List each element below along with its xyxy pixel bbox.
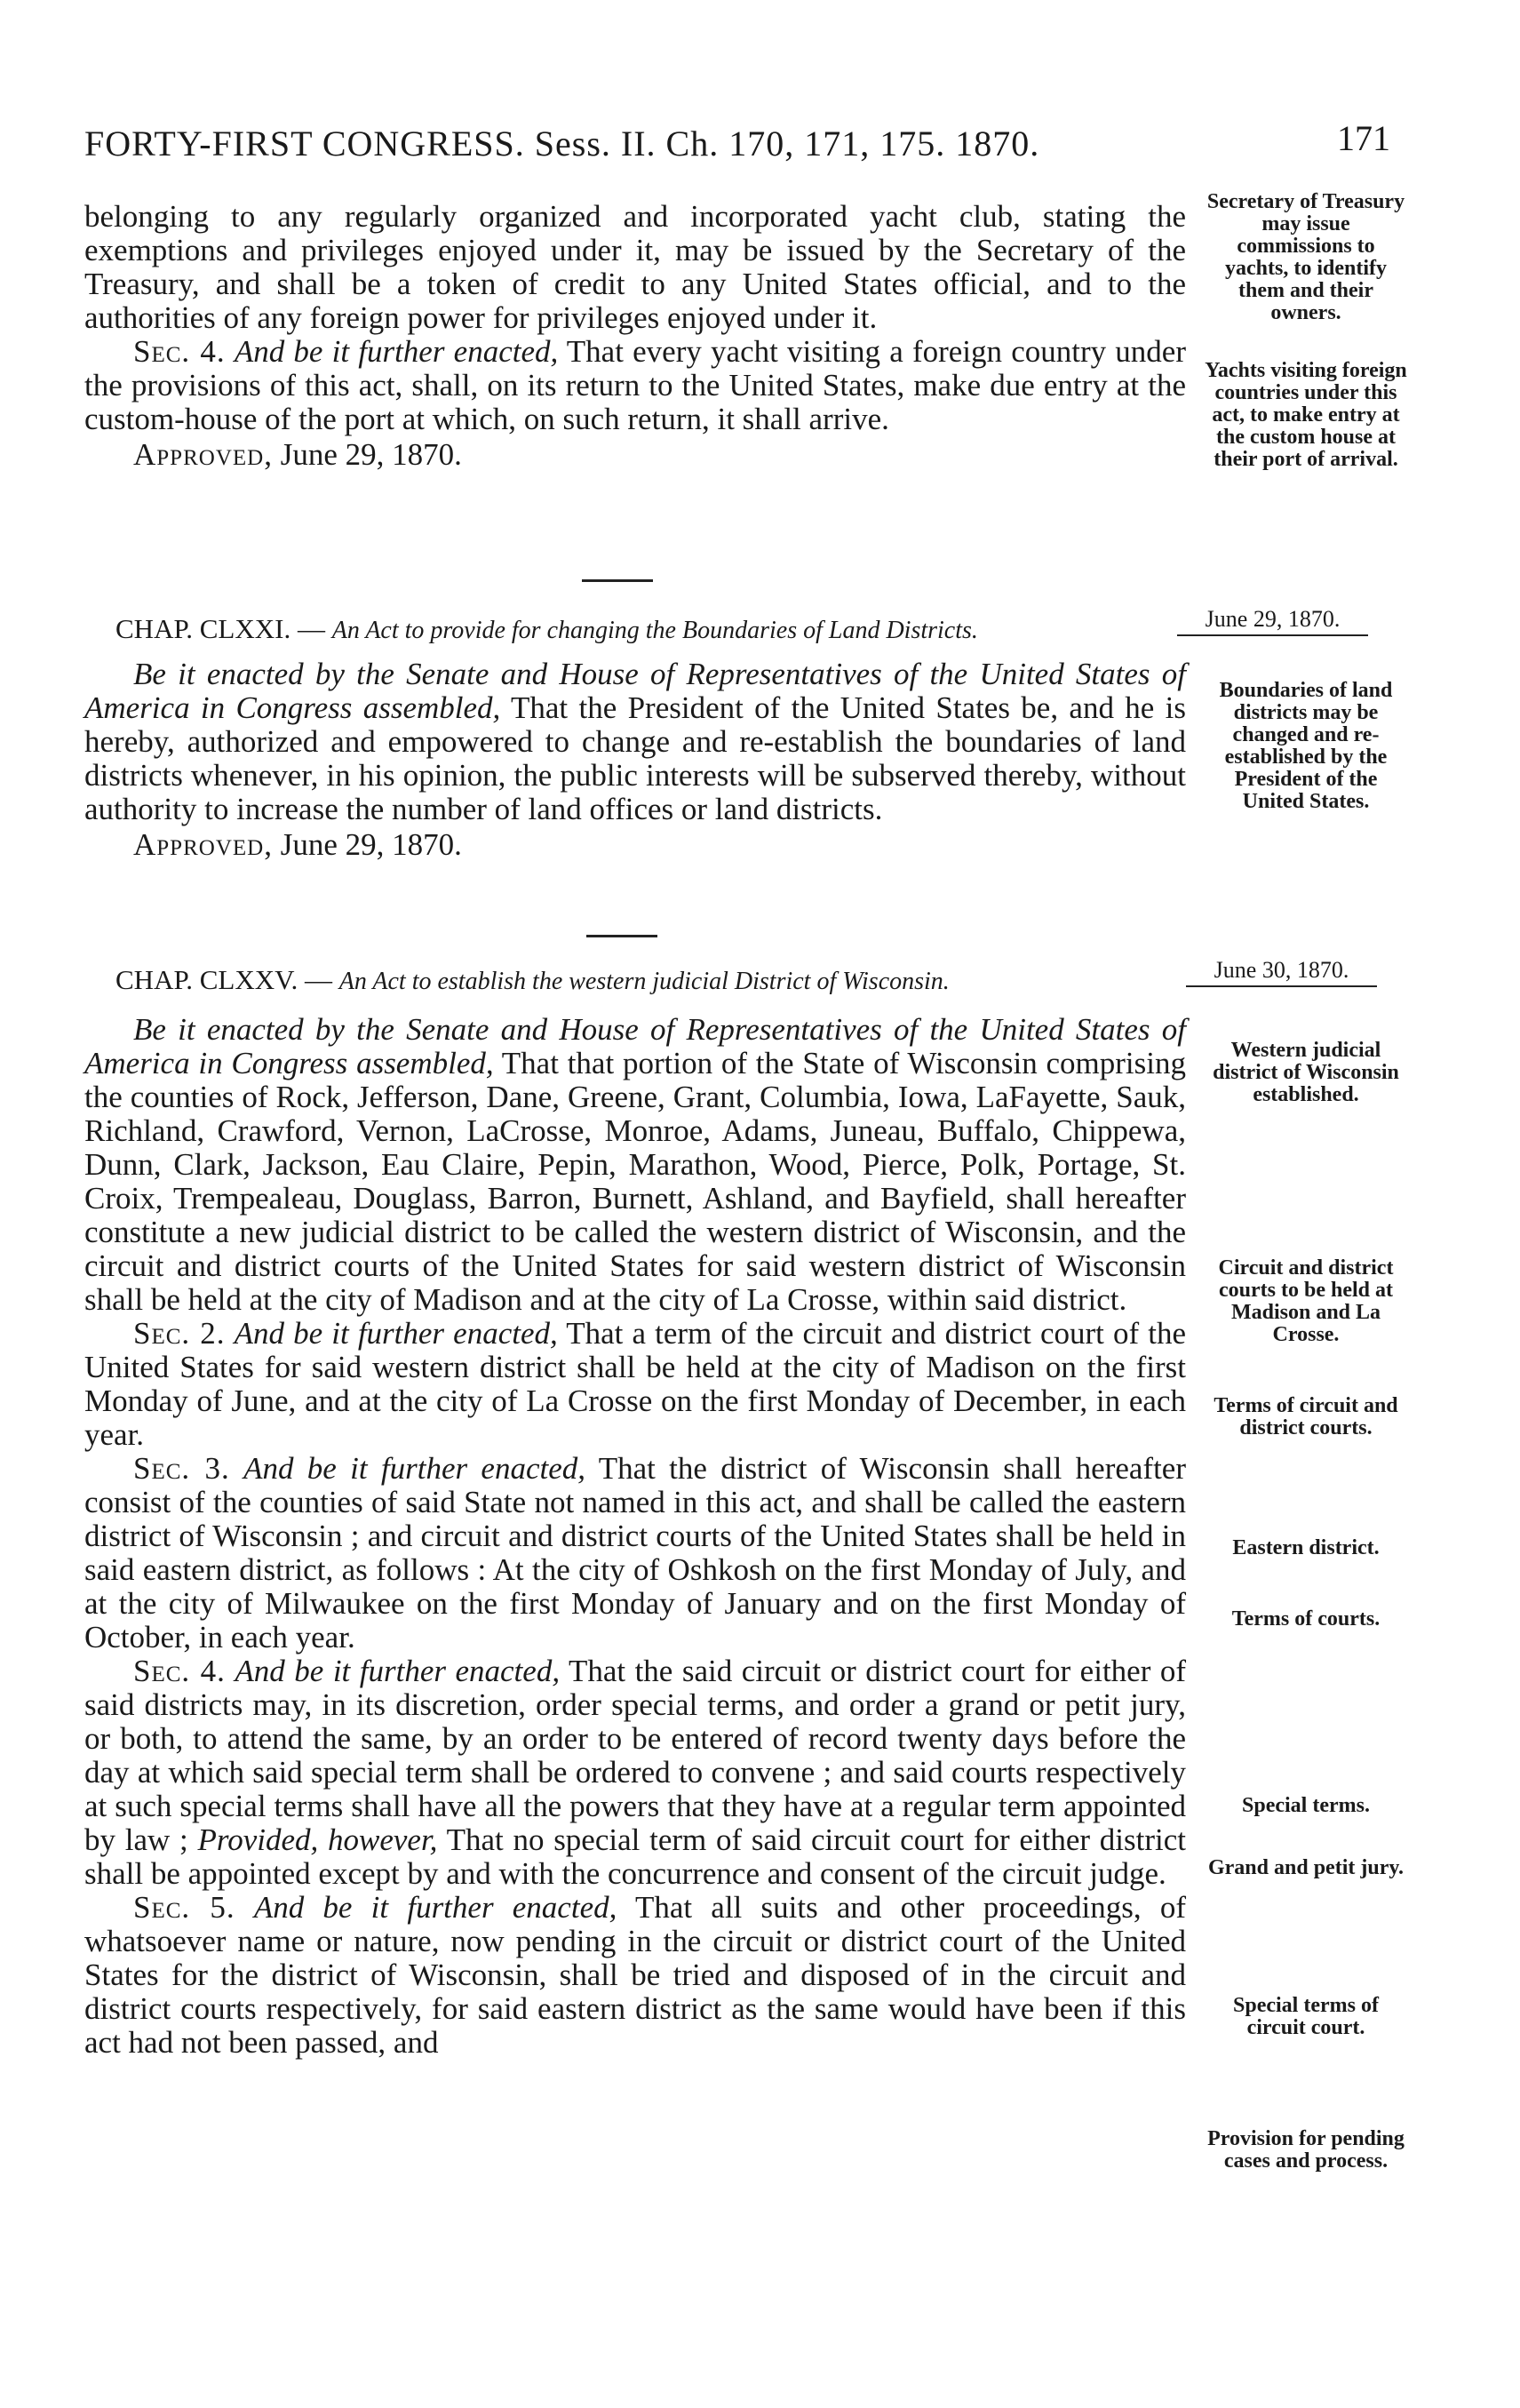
ch175-sec3-text: That the district of Wisconsin shall hereafter consist of the counties of said State not named in this act, and shall be called the eastern district of Wisconsin ; and circuit and district courts of the United States shall be held in said eastern district, as follows : At the city of Oshkosh on the first Monday of July, and at the city of Milwaukee on the first Monday of January and on the first Monday of October, in each year. <box>84 1451 1187 1655</box>
ch170-sec4-text: That every yacht visiting a foreign country under the provisions of this act, shall, on its return to the United States, make due entry at the custom-house of the port at which, on such return, it shall arrive. <box>84 334 1186 436</box>
margin-note-treasury: Secretary of Treasury may issue commissions to yachts, to identify them and their owners. <box>1206 190 1405 324</box>
ch175-sec2-enacting: And be it further enacted, <box>234 1316 558 1351</box>
ch175-sec4-label: Sec. 4. <box>133 1654 226 1688</box>
ch175-sec5-text: That all suits and other proceedings, of whatsoever name or nature, now pending in the circuit or district court of the United States for the district of Wisconsin, shall be tried and disposed of in the circuit and district courts respectively, for said eastern district as the same would have been if this act had not been passed, and <box>84 1890 1186 2060</box>
page-number: 171 <box>1337 118 1390 158</box>
ch175-sec4-text-a: That the said circuit or district court for either of said districts may, in its discretion, order special terms, and order a grand or petit jury, or both, to attend the same, by an order to be entered of record twenty days before the day at which said special term shall be ordered to convene ; and said courts respectively at such special terms shall have all the powers that they have at a regular term appointed by law ; <box>84 1654 1187 1857</box>
ch171-heading <box>115 613 978 645</box>
ch171-chap-label: CHAP. CLXXI. — <box>115 613 325 644</box>
ch170-section-4 <box>84 335 1186 436</box>
ch175-sec5-label: Sec. 5. <box>133 1890 235 1925</box>
ch170-approved-date: June 29, 1870. <box>280 437 462 472</box>
margin-note-terms: Terms of circuit and district courts. <box>1214 1394 1398 1439</box>
margin-note-western: Western judicial district of Wisconsin established. <box>1213 1039 1399 1106</box>
ch171-approved-date: June 29, 1870. <box>280 827 462 862</box>
margin-note-yachts: Yachts visiting foreign countries under this act, to make entry at the custom house at their port of arrival. <box>1205 359 1407 471</box>
ch175-sec4-enacting: And be it further enacted, <box>235 1654 561 1688</box>
ch175-section-1 <box>84 1013 1186 1317</box>
ch170-continuation: belonging to any regularly organized and incorporated yacht club, stating the exemptions and privileges enjoyed under it, may be issued by the Secretary of the Treasury, and shall be a token of credit to any United States official, and to the authorities of any foreign power for privileges enjoyed under it. <box>84 199 1186 335</box>
ch175-sec4-text-b: That no special term of said circuit court for either district shall be appointed except by and with the concurrence and consent of the circuit judge. <box>84 1822 1186 1891</box>
ch175-enacting-clause: Be it enacted by the Senate and House of Representatives of the United States of America in Congress assembled, <box>84 1012 1186 1080</box>
ch175-sec5-enacting: And be it further enacted, <box>253 1890 617 1925</box>
margin-note-eastern: Eastern district. <box>1232 1536 1380 1559</box>
ch171-approved-label: Approved, <box>133 827 273 862</box>
running-head <box>84 118 1390 176</box>
ch175-section-5 <box>84 1891 1186 2060</box>
ch175-section-4 <box>84 1655 1186 1891</box>
section-divider <box>582 579 653 582</box>
ch170-approved-label: Approved, <box>133 437 273 472</box>
chapter-175-body <box>84 1013 1186 2060</box>
ch170-sec4-label: Sec. 4. <box>133 334 226 369</box>
ch171-date: June 29, 1870. <box>1177 606 1368 636</box>
margin-note-grand: Grand and petit jury. <box>1207 1856 1405 1879</box>
margin-note-provision: Provision for pending cases and process. <box>1207 2127 1405 2173</box>
ch170-approved <box>84 438 1186 472</box>
ch170-sec4-enacting: And be it further enacted, <box>234 334 559 369</box>
ch175-section-3 <box>84 1452 1186 1655</box>
ch175-sec3-label: Sec. 3. <box>133 1451 230 1486</box>
ch175-sec2-text: That a term of the circuit and district court of the United States for said western district shall be held at the city of Madison on the first Monday of June, and at the city of La Crosse on the first Monday of December, in each year. <box>84 1316 1187 1452</box>
ch175-section-2 <box>84 1317 1186 1452</box>
ch171-section-1 <box>84 658 1186 826</box>
ch175-date: June 30, 1870. <box>1186 957 1377 987</box>
margin-note-terms-courts: Terms of courts. <box>1231 1607 1381 1631</box>
ch175-sec1-text: That that portion of the State of Wisconsin comprising the counties of Rock, Jefferson, Dane, Greene, Grant, Columbia, Iowa, LaFayette, Sauk, Richland, Crawford, Vernon, LaCrosse, Monroe, Adams, Juneau, Buffalo, Chippewa, Dunn, Clark, Jackson, Eau Claire, Pepin, Marathon, Wood, Pierce, Polk, Portage, St. Croix, Trempealeau, Douglass, Barron, Burnett, Ashland, and Bayfield, shall hereafter constitute a new judicial district to be called the western district of Wisconsin, and the circuit and district courts of the United States for said western district of Wisconsin shall be held at the city of Madison and at the city of La Crosse, within said district. <box>84 1046 1187 1317</box>
ch175-sec3-enacting: And be it further enacted, <box>243 1451 585 1486</box>
section-divider-2 <box>586 935 657 937</box>
margin-note-boundaries: Boundaries of land districts may be changed and re-established by the President of the United States. <box>1219 679 1393 813</box>
margin-note-special-circuit: Special terms of circuit court. <box>1233 1994 1379 2039</box>
running-head-title: FORTY-FIRST CONGRESS. Sess. II. Ch. 170, 171, 175. 1870. <box>84 124 1040 163</box>
ch175-sec2-label: Sec. 2. <box>133 1316 226 1351</box>
ch171-text: That the President of the United States be, and he is hereby, authorized and empowered to change and re-establish the boundaries of land districts whenever, in his opinion, the public interests will be subserved thereby, without authority to increase the number of land offices or land districts. <box>84 690 1186 826</box>
ch175-title: An Act to establish the western judicial District of Wisconsin. <box>338 968 950 995</box>
ch175-heading <box>115 964 950 996</box>
ch171-title: An Act to provide for changing the Boundaries of Land Districts. <box>331 617 978 644</box>
margin-note-circuit: Circuit and district courts to be held at Madison and La Crosse. <box>1218 1256 1394 1346</box>
chapter-170-end <box>84 200 1186 472</box>
ch171-approved <box>84 828 1186 862</box>
chapter-171-body <box>84 658 1186 862</box>
ch175-chap-label: CHAP. CLXXV. — <box>115 964 333 995</box>
ch175-sec4-proviso: Provided, however, <box>197 1822 438 1857</box>
ch171-enacting-clause: Be it enacted by the Senate and House of Representatives of the United States of America in Congress assembled, <box>84 657 1186 725</box>
margin-note-special: Special terms. <box>1242 1794 1370 1817</box>
